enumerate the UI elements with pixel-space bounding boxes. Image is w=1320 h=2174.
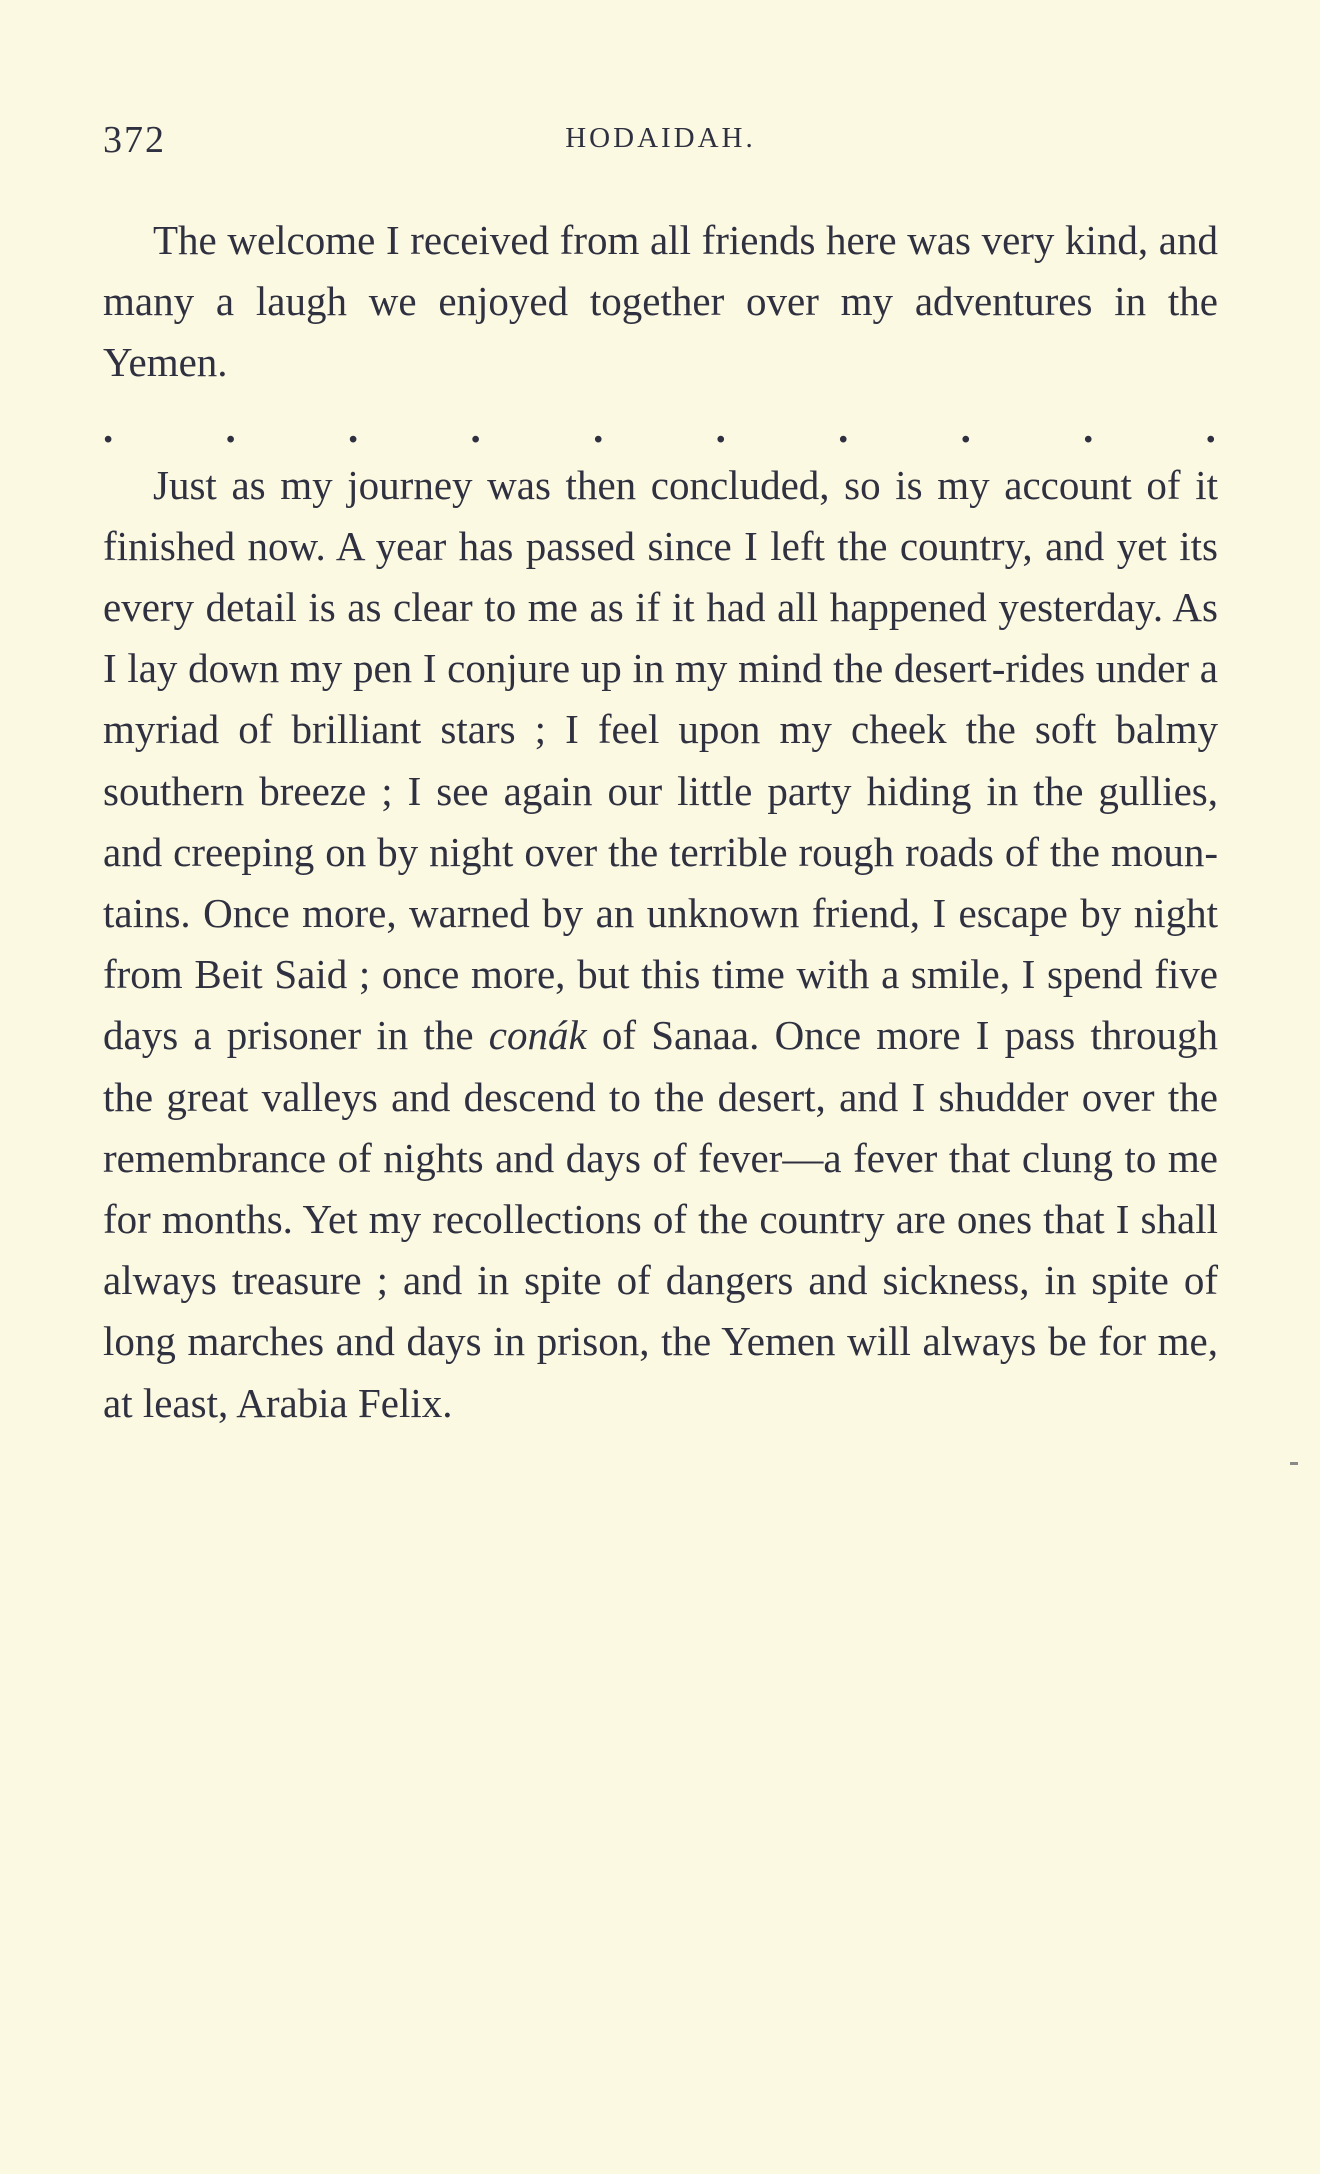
paragraph-2-text-a: Just as my journey was then concluded, so is my account of it finished now. A year has passed since I left the country, and yet its every detail is as clear to me as if it had all happened yesterday. As I lay down my pen I conjure up in my mind the desert-rides under a myriad of brilliant stars ; I feel upon my cheek the soft balmy southern breeze ; I see again our little party hiding in the gullies, and creeping on by night over the terrible rough roads of the moun-tains. Once more, warned by an unknown friend, I escape by night from Beit Said ; once more, but this time with a smile, I spend five days a prisoner in the — [103, 461, 1218, 1059]
italic-term: conák — [488, 1012, 587, 1059]
running-title: HODAIDAH. — [565, 122, 756, 154]
body-text — [103, 210, 1218, 1434]
separator-dot: . — [1083, 404, 1094, 451]
page-number: 372 — [103, 119, 166, 161]
separator-dot: . — [593, 404, 604, 451]
separator-dot: . — [103, 404, 114, 451]
separator-dot: . — [715, 404, 726, 451]
separator-dot: . — [960, 404, 971, 451]
separator-dot: . — [348, 404, 359, 451]
section-separator — [103, 394, 1216, 455]
separator-dot: . — [838, 404, 849, 451]
running-head — [103, 118, 1218, 168]
separator-dot: . — [225, 404, 236, 451]
separator-dot: . — [470, 404, 481, 451]
paragraph-2-text-b: of Sanaa. Once more I pass through the great valleys and descend to the desert, and I shudder over the remembrance of nights and days of fever—a fever that clung to me for months. Yet my recollections of the country are ones that I shall always treasure ; and in spite of dangers and sickness, in spite of long marches and days in prison, the Yemen will always be for me, at least, Arabia Felix. — [103, 1012, 1218, 1426]
paragraph-1: The welcome I received from all friends here was very kind, and many a laugh we enjoyed together over my adventures in the Yemen. — [103, 217, 1218, 386]
paragraph-2 — [103, 455, 1218, 1434]
margin-mark — [1290, 1462, 1298, 1465]
separator-dot: . — [1205, 404, 1216, 451]
